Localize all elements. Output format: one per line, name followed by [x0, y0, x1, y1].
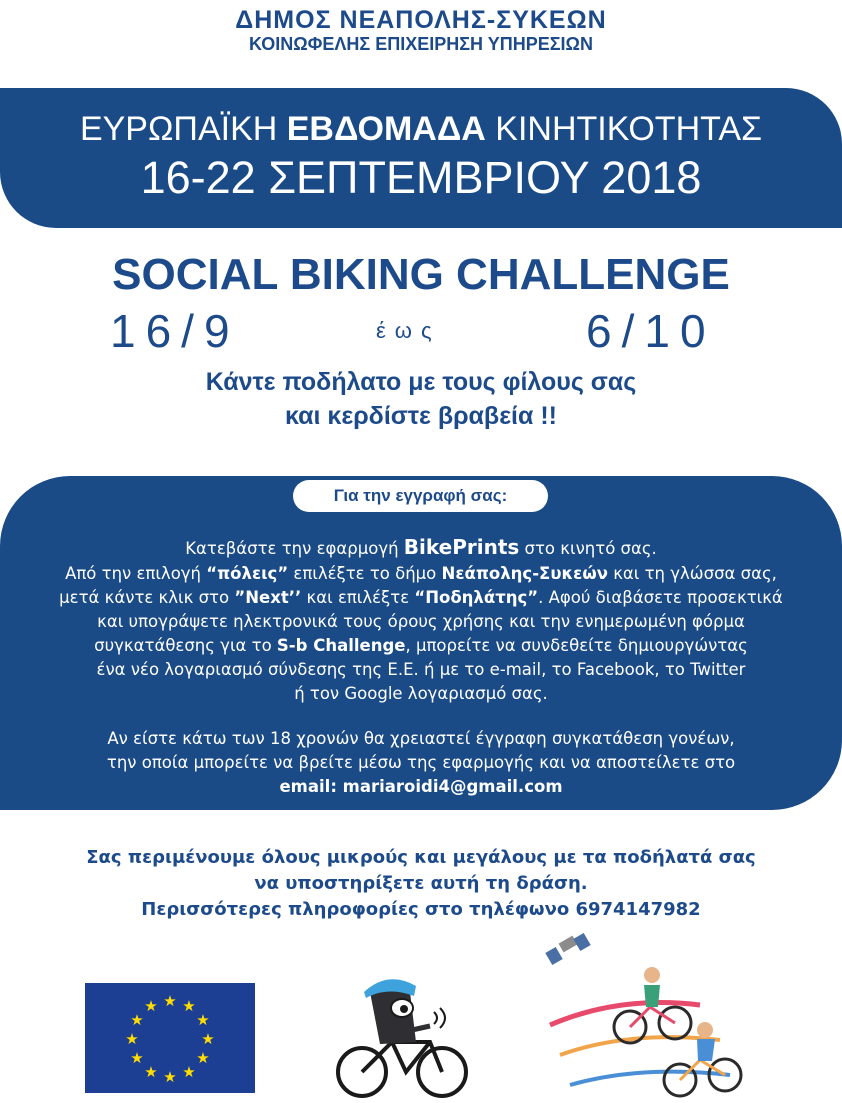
banner-title: ΕΥΡΩΠΑΪΚΗ ΕΒΔΟΜΑΔΑ ΚΙΝΗΤΙΚΟΤΗΤΑΣ [79, 110, 763, 148]
challenge-dates [0, 304, 842, 360]
footer-text [0, 845, 842, 923]
svg-text:★: ★ [201, 1031, 215, 1048]
tagline-line2: και κερδίστε βραβεία !! [285, 402, 557, 430]
start-date: 16/9 [110, 305, 240, 357]
reg-line-1: Κατεβάστε την εφαρμογή BikePrints στο κινητό σας. [185, 535, 657, 559]
reg-line-4: και υπογράψετε ηλεκτρονικά τους όρους χρήσης και την ενημερωμένη φόρμα [97, 612, 745, 631]
svg-text:★: ★ [163, 1069, 177, 1086]
minor-line-2: την οποία μπορείτε να βρείτε μέσω της εφαρμογής και να αποστείλετε στο [106, 753, 736, 772]
svg-text:★: ★ [163, 993, 177, 1010]
svg-text:★: ★ [196, 1050, 210, 1067]
reg-line-2: Από την επιλογή “πόλεις” επιλέξτε το δήμο Νεάπολης-Συκεών και τη γλώσσα σας, [65, 564, 777, 583]
tagline-line1: Κάντε ποδήλατο με τους φίλους σας [205, 368, 637, 396]
eu-stars [85, 983, 255, 1093]
footer-line-3: Περισσότερες πληροφορίες στο τηλέφωνο 6974147982 [141, 899, 701, 920]
challenge-title: SOCIAL BIKING CHALLENGE [112, 250, 730, 299]
app-name: BikePrints [403, 535, 520, 559]
eu-flag-icon [85, 983, 255, 1093]
until-label: έως [376, 318, 441, 343]
footer-line-2: να υποστηρίξετε αυτή τη δράση. [254, 873, 588, 894]
svg-text:★: ★ [182, 1064, 196, 1081]
banner-dates: 16-22 ΣΕΠΤΕΜΒΡΙΟΥ 2018 [140, 152, 702, 203]
reg-line-3: μετά κάντε κλικ στο ”Next’’ και επιλέξτε “Ποδηλάτης”. Αφού διαβάσετε προσεκτικά [59, 588, 783, 607]
end-date: 6/10 [586, 305, 716, 357]
minor-line-1: Αν είστε κάτω των 18 χρονών θα χρειαστεί έγγραφη συγκατάθεση γονέων, [107, 729, 735, 748]
svg-text:★: ★ [125, 1031, 139, 1048]
cyclist-mascot-icon [330, 972, 480, 1100]
agency-title: ΚΟΙΝΩΦΕΛΗΣ ΕΠΙΧΕΙΡΗΣΗ ΥΠΗΡΕΣΙΩΝ [249, 34, 593, 54]
svg-text:★: ★ [130, 1012, 144, 1029]
municipality-title: ΔΗΜΟΣ ΝΕΑΠΟΛΗΣ-ΣΥΚΕΩΝ [235, 6, 607, 34]
reg-line-6: ένα νέο λογαριασμό σύνδεσης της Ε.Ε. ή με το e-mail, το Facebook, το Twitter [96, 660, 746, 679]
registration-pill: Για την εγγραφή σας: [293, 480, 548, 512]
svg-text:★: ★ [144, 998, 158, 1015]
svg-text:★: ★ [196, 1012, 210, 1029]
footer-line-1: Σας περιμένουμε όλους μικρούς και μεγάλους με τα ποδήλατά σας [86, 847, 756, 868]
svg-text:★: ★ [130, 1050, 144, 1067]
reg-line-5: συγκατάθεσης για το S-b Challenge, μπορείτε να συνδεθείτε δημιουργώντας [94, 636, 748, 655]
cyclists-satellite-icon [540, 935, 740, 1100]
svg-text:★: ★ [144, 1064, 158, 1081]
contact-email[interactable]: email: mariaroidi4@gmail.com [279, 777, 563, 796]
reg-line-7: ή τον Google λογαριασμό σας. [294, 684, 548, 703]
svg-text:★: ★ [182, 998, 196, 1015]
